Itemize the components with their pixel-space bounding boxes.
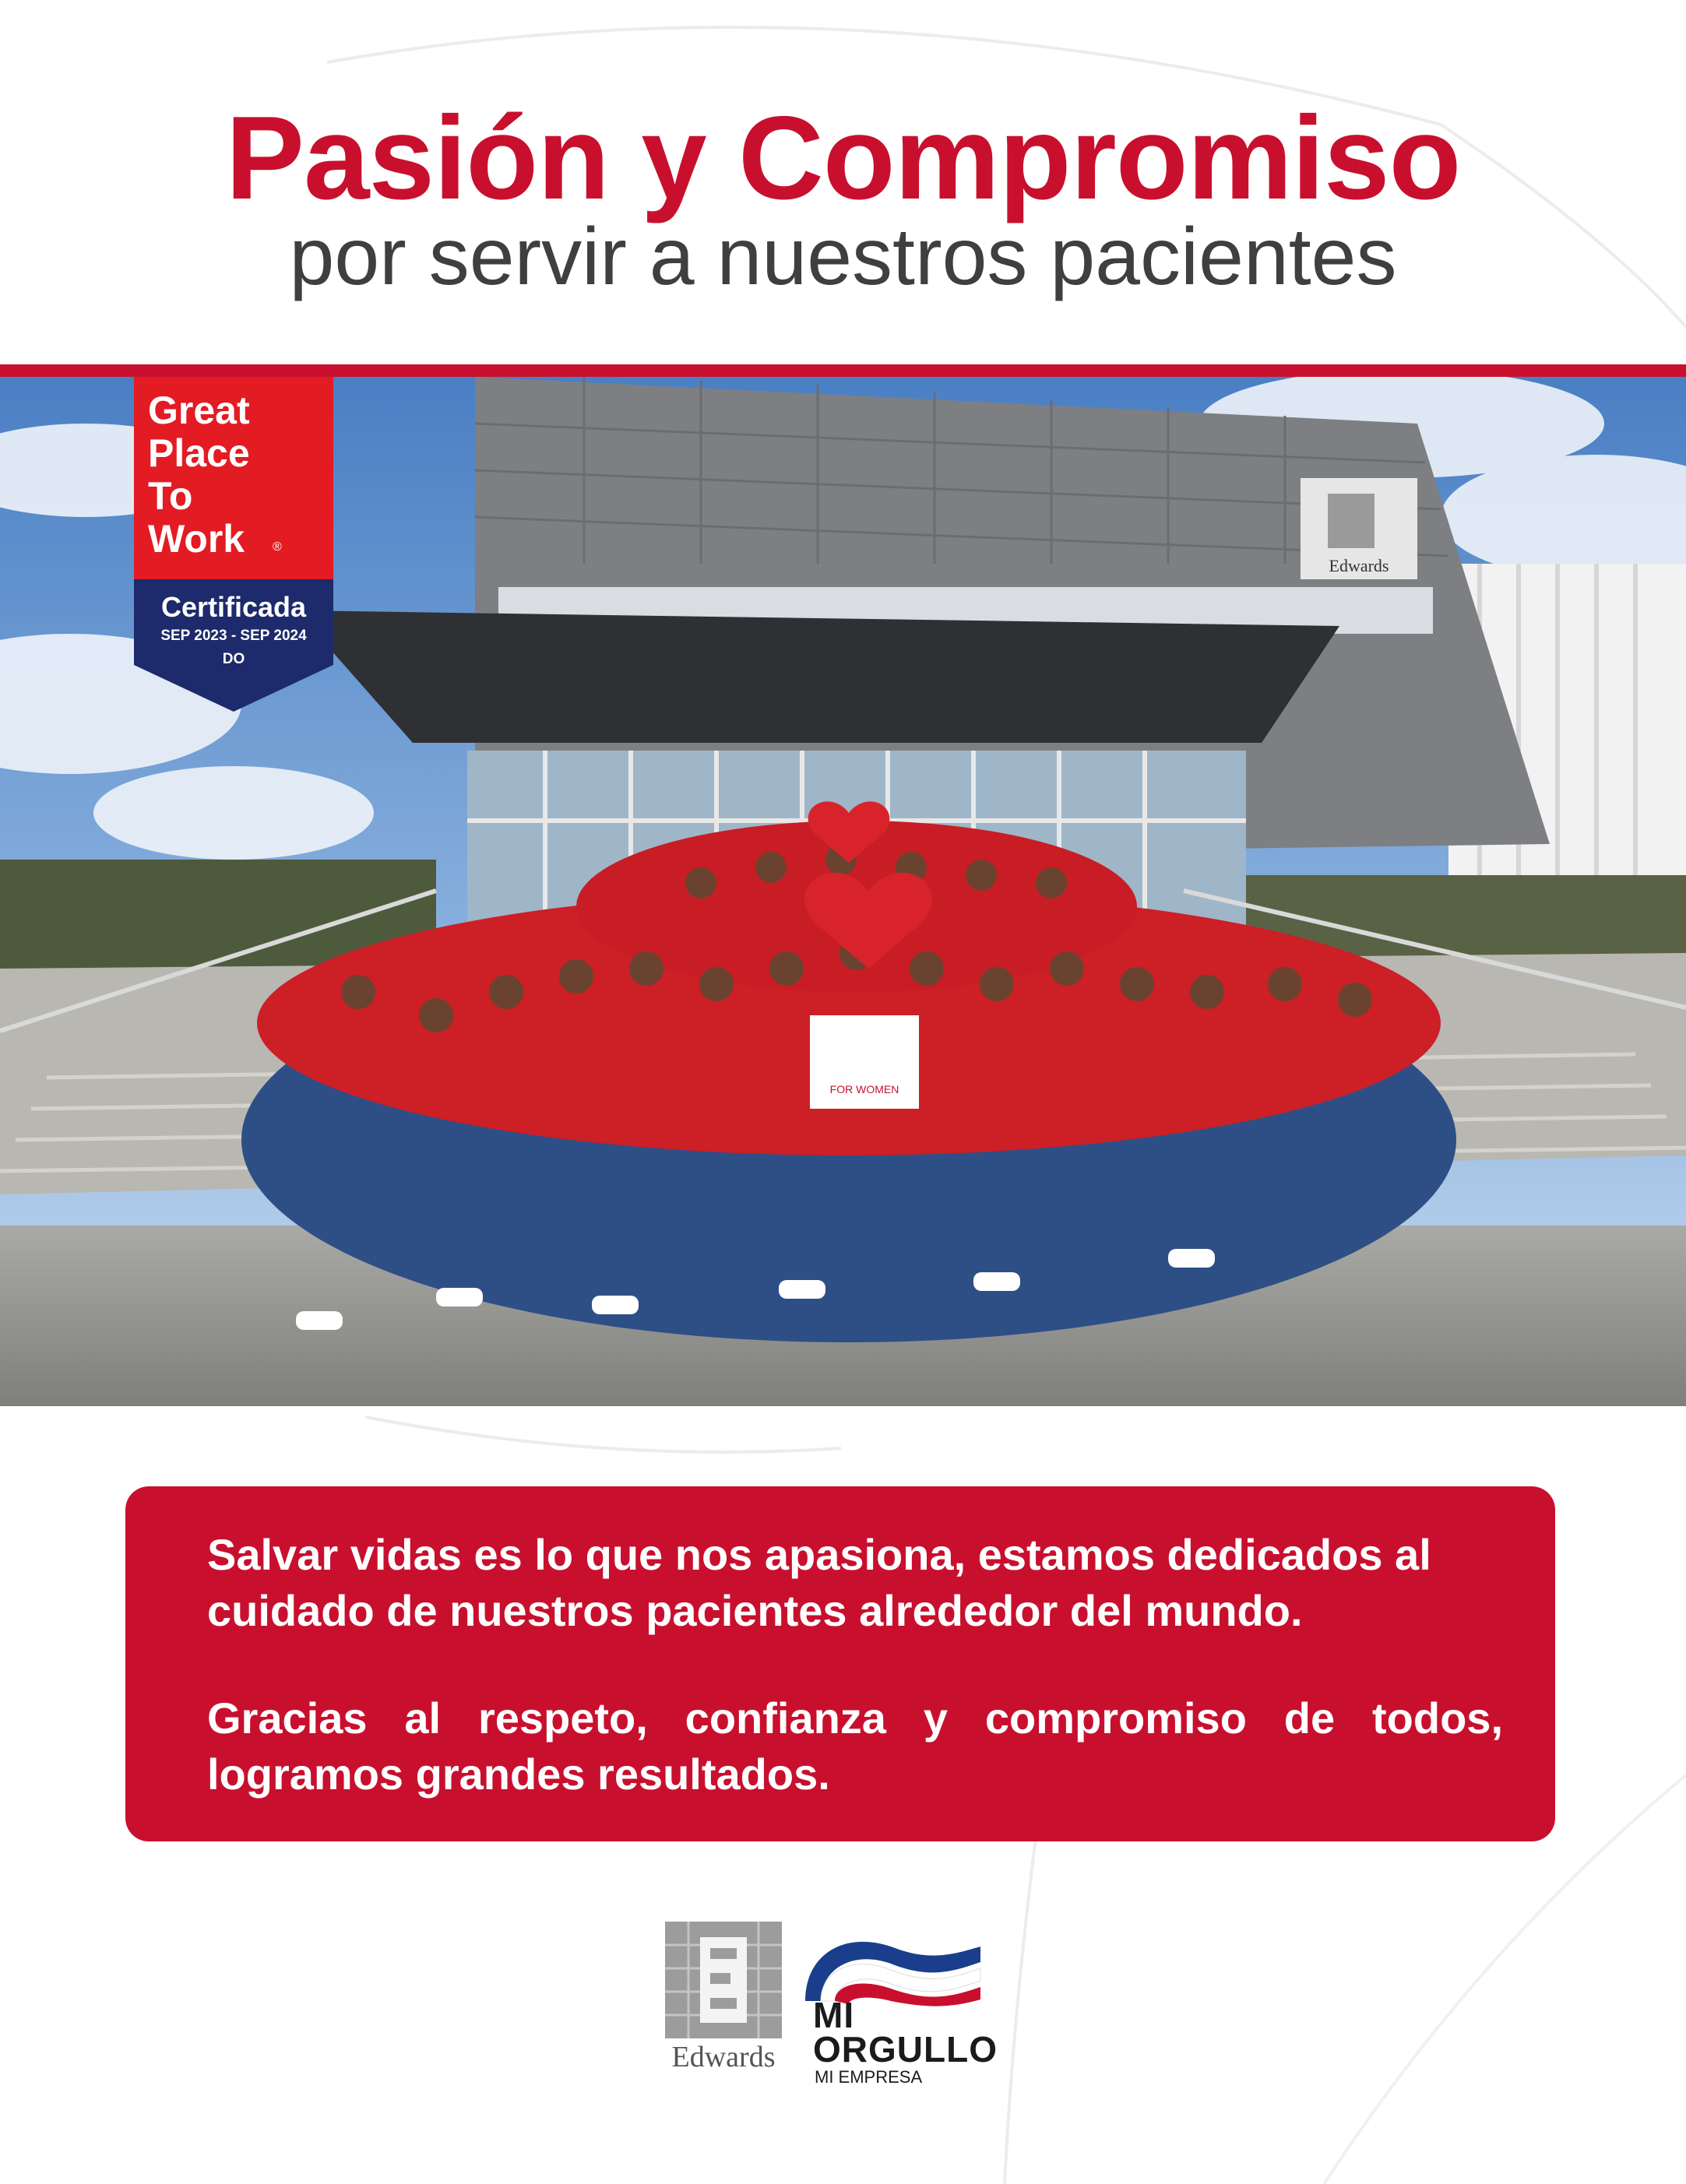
message-paragraph-1: Salvar vidas es lo que nos apasiona, estamos dedicados al cuidado de nuestros pacientes alrededor del mundo. (207, 1530, 1431, 1635)
gptw-line-2: Place (148, 431, 250, 475)
building-sign-text: Edwards (1329, 556, 1389, 575)
edwards-logo (665, 1922, 782, 2093)
message-paragraph-2: Gracias al respeto, confianza y compromiso de todos, logramos grandes resultados. (207, 1693, 1503, 1799)
mi-orgullo-logo (797, 1923, 1000, 2094)
gptw-line-3: To (148, 474, 193, 518)
headline-title: Pasión y Compromiso (225, 92, 1461, 224)
placard-text: FOR WOMEN (829, 1083, 899, 1096)
gptw-period: SEP 2023 - SEP 2024 (160, 628, 307, 644)
edwards-wordmark: Edwards (671, 2041, 776, 2073)
orgullo-line-1: MI (813, 1995, 855, 2035)
gptw-country: DO (222, 651, 245, 667)
gptw-registered-mark: ® (273, 540, 282, 554)
gptw-line-4: Work (148, 517, 245, 561)
headline-subtitle: por servir a nuestros pacientes (289, 212, 1397, 302)
gptw-status: Certificada (160, 591, 307, 623)
gptw-line-1: Great (148, 389, 250, 432)
red-divider (0, 364, 1686, 377)
edwards-mark-icon (665, 1922, 782, 2038)
orgullo-line-2: ORGULLO (813, 2029, 998, 2070)
orgullo-line-3: MI EMPRESA (815, 2067, 923, 2087)
message-box (125, 1486, 1555, 1841)
gptw-badge (134, 377, 333, 712)
